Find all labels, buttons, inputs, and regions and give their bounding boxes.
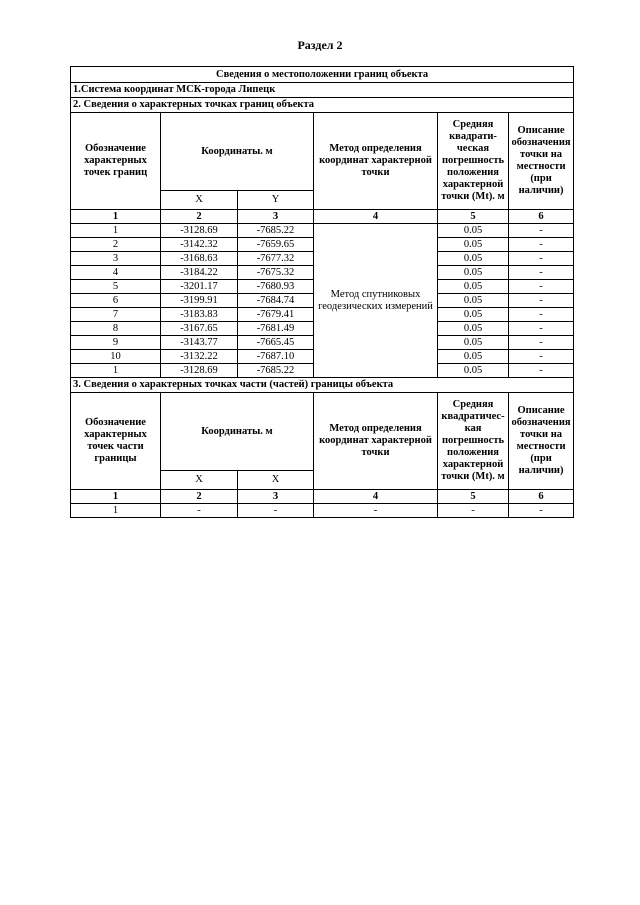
coord-x: -3183.83 — [161, 308, 238, 322]
mean-error: 0.05 — [438, 294, 509, 308]
header-method: Метод определения координат характерной точки — [314, 393, 438, 490]
point-description: - — [509, 224, 574, 238]
header-error: Средняя квадрати-ческая погрешность положения характерной точки (Mt). м — [438, 113, 509, 210]
page-heading: Раздел 2 — [297, 38, 343, 52]
column-number: 2 — [161, 490, 238, 504]
header-y: X — [238, 471, 314, 490]
mean-error: 0.05 — [438, 336, 509, 350]
column-number: 1 — [71, 210, 161, 224]
header-x: X — [161, 191, 238, 210]
coord-system: 1.Система координат МСК-города Липецк — [71, 83, 574, 98]
coord-y: -7679.41 — [238, 308, 314, 322]
point-description: - — [509, 252, 574, 266]
header-description: Описание обозначения точки на местности (при наличии) — [509, 113, 574, 210]
coord-y: - — [238, 504, 314, 518]
boundary-table — [70, 66, 574, 518]
coord-x: -3168.63 — [161, 252, 238, 266]
point-description: - — [509, 266, 574, 280]
column-number: 5 — [438, 210, 509, 224]
point-description: - — [509, 280, 574, 294]
coord-x: -3167.65 — [161, 322, 238, 336]
section3-title: 3. Сведения о характерных точках части (частей) границы объекта — [71, 378, 574, 393]
coord-x: -3201.17 — [161, 280, 238, 294]
column-number: 3 — [238, 210, 314, 224]
column-number: 6 — [509, 490, 574, 504]
coord-y: -7680.93 — [238, 280, 314, 294]
coord-x: -3128.69 — [161, 224, 238, 238]
mean-error: 0.05 — [438, 238, 509, 252]
point-description: - — [509, 294, 574, 308]
point-description: - — [509, 336, 574, 350]
column-number: 4 — [314, 210, 438, 224]
coord-y: -7685.22 — [238, 224, 314, 238]
mean-error: 0.05 — [438, 266, 509, 280]
point-description: - — [509, 238, 574, 252]
coord-y: -7681.49 — [238, 322, 314, 336]
header-designation: Обозначение характерных точек части границы — [71, 393, 161, 490]
header-x: X — [161, 471, 238, 490]
column-numbers-row — [71, 490, 574, 504]
header-y: Y — [238, 191, 314, 210]
column-number: 5 — [438, 490, 509, 504]
header-coordinates: Координаты. м — [161, 113, 314, 191]
header-error: Средняя квадратичес-кая погрешность положения характерной точки (Mt). м — [438, 393, 509, 490]
column-number: 3 — [238, 490, 314, 504]
coord-x: -3142.32 — [161, 238, 238, 252]
mean-error: - — [438, 504, 509, 518]
coord-x: -3184.22 — [161, 266, 238, 280]
point-number: 1 — [71, 504, 161, 518]
point-number: 7 — [71, 308, 161, 322]
table-title: Сведения о местоположении границ объекта — [71, 67, 574, 83]
point-description: - — [509, 308, 574, 322]
column-number: 4 — [314, 490, 438, 504]
method-cell: Метод спутниковых геодезических измерений — [314, 224, 438, 378]
point-number: 3 — [71, 252, 161, 266]
column-number: 1 — [71, 490, 161, 504]
point-description: - — [509, 350, 574, 364]
column-number: 2 — [161, 210, 238, 224]
coord-x: -3143.77 — [161, 336, 238, 350]
point-number: 4 — [71, 266, 161, 280]
coord-y: -7685.22 — [238, 364, 314, 378]
coord-y: -7677.32 — [238, 252, 314, 266]
coord-y: -7684.74 — [238, 294, 314, 308]
point-description: - — [509, 322, 574, 336]
coord-y: -7687.10 — [238, 350, 314, 364]
column-number: 6 — [509, 210, 574, 224]
point-number: 9 — [71, 336, 161, 350]
mean-error: 0.05 — [438, 308, 509, 322]
point-number: 1 — [71, 224, 161, 238]
point-number: 5 — [71, 280, 161, 294]
point-number: 8 — [71, 322, 161, 336]
mean-error: 0.05 — [438, 280, 509, 294]
mean-error: 0.05 — [438, 350, 509, 364]
mean-error: 0.05 — [438, 364, 509, 378]
coord-x: -3128.69 — [161, 364, 238, 378]
coord-x: -3132.22 — [161, 350, 238, 364]
table-row — [71, 504, 574, 518]
mean-error: 0.05 — [438, 322, 509, 336]
header-method: Метод определения координат характерной точки — [314, 113, 438, 210]
coord-y: -7675.32 — [238, 266, 314, 280]
header-designation: Обозначение характерных точек границ — [71, 113, 161, 210]
coord-x: -3199.91 — [161, 294, 238, 308]
mean-error: 0.05 — [438, 252, 509, 266]
column-numbers-row — [71, 210, 574, 224]
header-description: Описание обозначения точки на местности (при наличии) — [509, 393, 574, 490]
coord-x: - — [161, 504, 238, 518]
table-row — [71, 224, 574, 238]
mean-error: 0.05 — [438, 224, 509, 238]
section2-title: 2. Сведения о характерных точках границ объекта — [71, 98, 574, 113]
point-number: 10 — [71, 350, 161, 364]
point-number: 6 — [71, 294, 161, 308]
coord-y: -7659.65 — [238, 238, 314, 252]
method-cell: - — [314, 504, 438, 518]
header-coordinates: Координаты. м — [161, 393, 314, 471]
coord-y: -7665.45 — [238, 336, 314, 350]
point-number: 1 — [71, 364, 161, 378]
point-number: 2 — [71, 238, 161, 252]
point-description: - — [509, 504, 574, 518]
point-description: - — [509, 364, 574, 378]
